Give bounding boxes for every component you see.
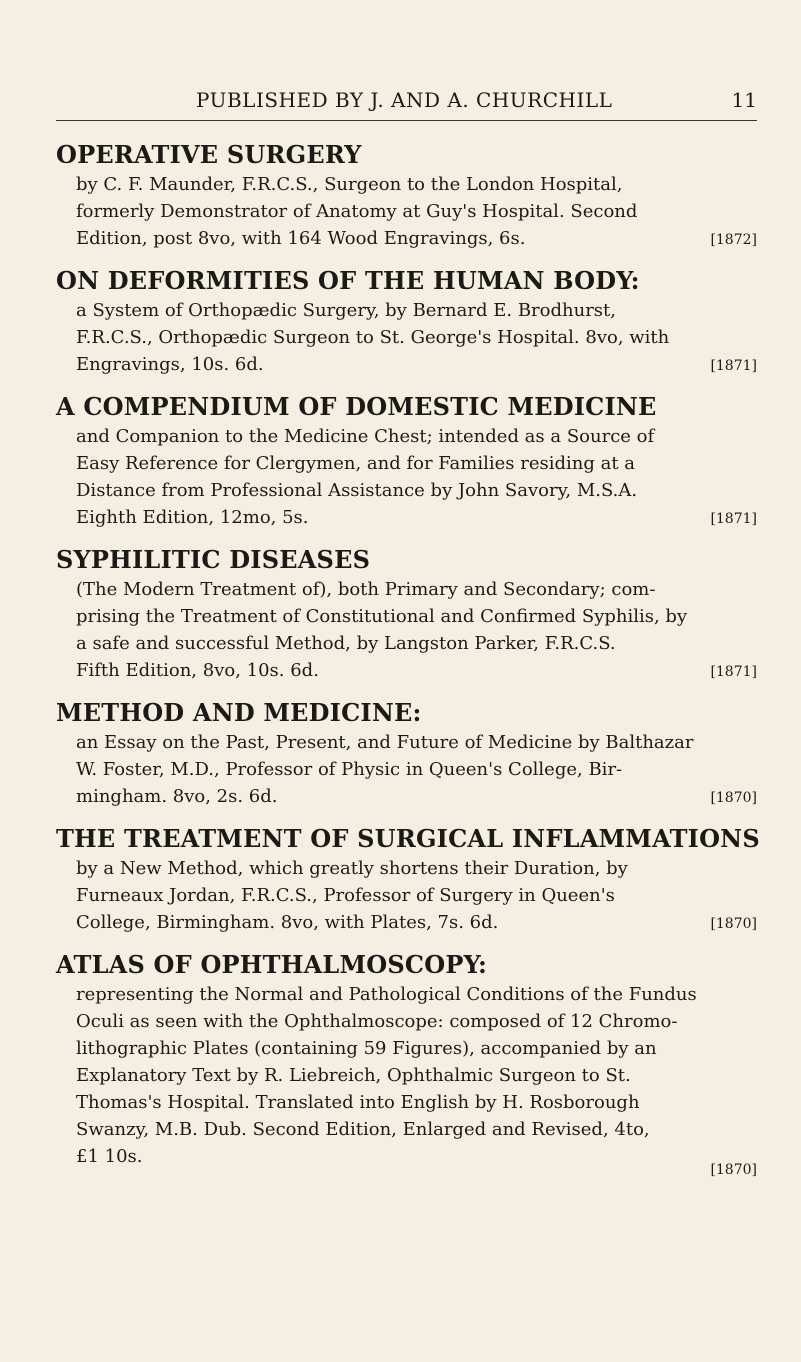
entry-line: Swanzy, M.B. Dub. Second Edition, Enlarged and Revised, 4to, <box>76 1119 650 1140</box>
entry-line: lithographic Plates (containing 59 Figures), accompanied by an <box>76 1038 657 1059</box>
header-rule <box>56 120 757 121</box>
entry-line: Oculi as seen with the Ophthalmoscope: composed of 12 Chromo- <box>76 1011 678 1032</box>
entry-line-text: Engravings, 10s. 6d. <box>76 354 264 375</box>
entry-line-last <box>76 225 757 252</box>
entry-year: [1870] <box>710 790 757 806</box>
entry-description <box>56 729 757 810</box>
entry-line-text: Eighth Edition, 12mo, 5s. <box>76 507 309 528</box>
entry-year: [1870] <box>710 1162 757 1178</box>
entry-line: a safe and successful Method, by Langston Parker, F.R.C.S. <box>76 633 616 654</box>
entry-year: [1871] <box>710 511 757 527</box>
entry-line-last <box>76 504 757 531</box>
entry-year: [1871] <box>710 358 757 374</box>
entry-line: Thomas's Hospital. Translated into English by H. Rosborough <box>76 1092 640 1113</box>
entry-line-last <box>76 783 757 810</box>
entry-title: ON DEFORMITIES OF THE HUMAN BODY: <box>56 266 640 295</box>
entry-year: [1872] <box>710 232 757 248</box>
entry-description <box>56 171 757 252</box>
entry-line-text: Fifth Edition, 8vo, 10s. 6d. <box>76 660 319 681</box>
entry-line: Distance from Professional Assistance by John Savory, M.S.A. <box>76 480 638 501</box>
entry-year: [1870] <box>710 916 757 932</box>
entry-line: W. Foster, M.D., Professor of Physic in Queen's College, Bir- <box>76 759 623 780</box>
entry-description <box>56 855 757 936</box>
running-head <box>56 88 757 118</box>
entry-description <box>56 297 757 378</box>
entry-description <box>56 576 757 684</box>
entry-line: Furneaux Jordan, F.R.C.S., Professor of Surgery in Queen's <box>76 885 615 906</box>
entry-year: [1871] <box>710 664 757 680</box>
entry-title: SYPHILITIC DISEASES <box>56 545 371 574</box>
entry-line: by C. F. Maunder, F.R.C.S., Surgeon to the London Hospital, <box>76 174 623 195</box>
entry-description <box>56 423 757 531</box>
page-number: 11 <box>731 88 757 112</box>
entry-operative-surgery <box>56 138 757 252</box>
entry-line: F.R.C.S., Orthopædic Surgeon to St. George's Hospital. 8vo, with <box>76 327 670 348</box>
entry-syphilitic-diseases <box>56 543 757 684</box>
entry-line: by a New Method, which greatly shortens their Duration, by <box>76 858 628 879</box>
entry-line-last <box>76 657 757 684</box>
entry-line-last <box>76 1143 757 1178</box>
entry-title: OPERATIVE SURGERY <box>56 140 362 169</box>
entry-description <box>56 981 757 1178</box>
entry-line-last <box>76 909 757 936</box>
entry-line: formerly Demonstrator of Anatomy at Guy's Hospital. Second <box>76 201 638 222</box>
entry-line: (The Modern Treatment of), both Primary and Secondary; com- <box>76 579 656 600</box>
entry-line: and Companion to the Medicine Chest; intended as a Source of <box>76 426 655 447</box>
entry-line: Explanatory Text by R. Liebreich, Ophthalmic Surgeon to St. <box>76 1065 631 1086</box>
entry-atlas-ophthalmoscopy <box>56 948 757 1178</box>
entry-line: prising the Treatment of Constitutional and Confirmed Syphilis, by <box>76 606 688 627</box>
running-head-title: PUBLISHED BY J. AND A. CHURCHILL <box>196 88 613 112</box>
entry-title: A COMPENDIUM OF DOMESTIC MEDICINE <box>56 392 657 421</box>
entry-title: THE TREATMENT OF SURGICAL INFLAMMATIONS <box>56 824 760 853</box>
entry-method-and-medicine <box>56 696 757 810</box>
entry-line-text: £1 10s. <box>76 1146 143 1167</box>
entry-line-text: College, Birmingham. 8vo, with Plates, 7s. 6d. <box>76 912 499 933</box>
entry-domestic-medicine <box>56 390 757 531</box>
entry-deformities-human-body <box>56 264 757 378</box>
entry-surgical-inflammations <box>56 822 760 936</box>
entry-line: representing the Normal and Pathological Conditions of the Fundus <box>76 984 697 1005</box>
entry-line-text: mingham. 8vo, 2s. 6d. <box>76 786 278 807</box>
entry-line-last <box>76 351 757 378</box>
entry-line: an Essay on the Past, Present, and Future of Medicine by Balthazar <box>76 732 694 753</box>
entry-line: a System of Orthopædic Surgery, by Bernard E. Brodhurst, <box>76 300 616 321</box>
entry-title: METHOD AND MEDICINE: <box>56 698 422 727</box>
entry-title: ATLAS OF OPHTHALMOSCOPY: <box>56 950 487 979</box>
catalogue-entries <box>56 138 760 1184</box>
entry-line: Easy Reference for Clergymen, and for Families residing at a <box>76 453 636 474</box>
entry-line-text: Edition, post 8vo, with 164 Wood Engravings, 6s. <box>76 228 526 249</box>
